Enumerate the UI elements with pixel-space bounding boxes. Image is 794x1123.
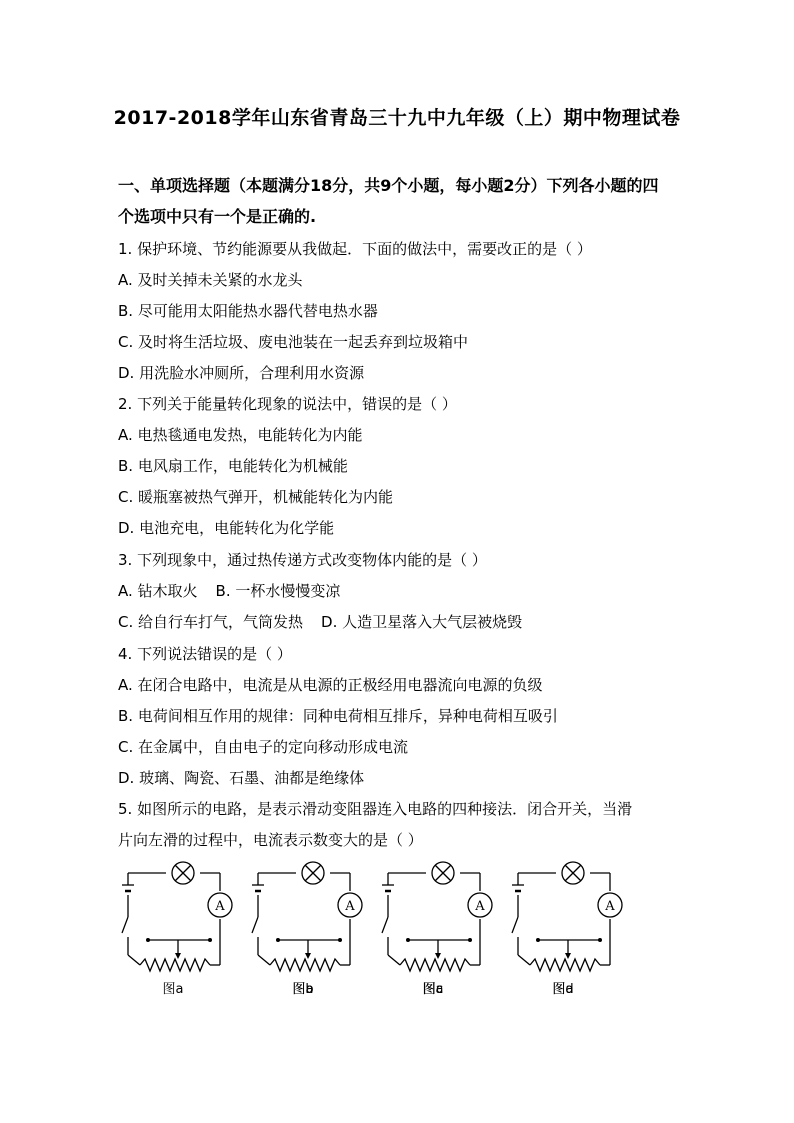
question-3-options-row1	[118, 580, 340, 601]
question-5-stem-line2: 片向左滑的过程中，电流表示数变大的是（ ）	[118, 831, 423, 849]
question-2-option-c: C. 暖瓶塞被热气弹开，机械能转化为内能	[118, 488, 394, 506]
question-3-options-row2	[118, 611, 522, 632]
paper-title: 2017-2018学年山东省青岛三十九中九年级（上）期中物理试卷	[113, 107, 681, 129]
section-heading-line2: 个选项中只有一个是正确的.	[118, 207, 317, 226]
question-2-stem: 2. 下列关于能量转化现象的说法中，错误的是（ ）	[118, 395, 457, 413]
figure-label-a: 图a	[162, 982, 184, 997]
figure-label-c: 图c	[422, 982, 444, 997]
question-4-stem: 4. 下列说法错误的是（ ）	[118, 645, 292, 663]
question-1-option-d: D. 用洗脸水冲厕所，合理利用水资源	[118, 364, 365, 382]
question-2-option-a: A. 电热毯通电发热，电能转化为内能	[118, 426, 363, 444]
circuit-figure-a	[122, 862, 232, 997]
question-1-option-c: C. 及时将生活垃圾、废电池装在一起丢弃到垃圾箱中	[118, 333, 469, 351]
ammeter-label: A	[215, 899, 225, 914]
circuit-figure-d	[512, 862, 622, 997]
question-4-option-b: B. 电荷间相互作用的规律：同种电荷相互排斥，异种电荷相互吸引	[118, 707, 558, 725]
question-4-option-c: C. 在金属中，自由电子的定向移动形成电流	[118, 738, 409, 756]
figure-label-d: 图d	[552, 982, 574, 997]
question-3-option-b: B. 一杯水慢慢变凉	[215, 582, 341, 600]
section-heading	[118, 170, 688, 232]
question-3-stem: 3. 下列现象中，通过热传递方式改变物体内能的是（ ）	[118, 551, 487, 569]
question-1-option-a: A. 及时关掉未关紧的水龙头	[118, 271, 303, 289]
question-1-stem: 1. 保护环境、节约能源要从我做起．下面的做法中，需要改正的是（ ）	[118, 240, 592, 258]
question-5-stem-line1: 5. 如图所示的电路，是表示滑动变阻器连入电路的四种接法．闭合开关，当滑	[118, 800, 633, 818]
question-4-option-d: D. 玻璃、陶瓷、石墨、油都是绝缘体	[118, 769, 365, 787]
question-3-option-a: A. 钻木取火	[118, 582, 198, 600]
circuit-figure-c	[382, 862, 492, 997]
circuit-figures	[118, 855, 638, 1005]
question-4-option-a: A. 在闭合电路中，电流是从电源的正极经用电器流向电源的负级	[118, 676, 543, 694]
question-3-option-c: C. 给自行车打气，气筒发热	[118, 613, 304, 631]
question-3-option-d: D. 人造卫星落入大气层被烧毁	[321, 613, 523, 631]
section-heading-line1: 一、单项选择题（本题满分18分，共9个小题，每小题2分）下列各小题的四	[118, 176, 659, 195]
question-2-option-d: D. 电池充电，电能转化为化学能	[118, 519, 335, 537]
question-1-option-b: B. 尽可能用太阳能热水器代替电热水器	[118, 302, 378, 320]
question-2-option-b: B. 电风扇工作，电能转化为机械能	[118, 457, 348, 475]
figure-label-b: 图b	[292, 982, 314, 997]
circuit-figure-b	[252, 862, 362, 997]
